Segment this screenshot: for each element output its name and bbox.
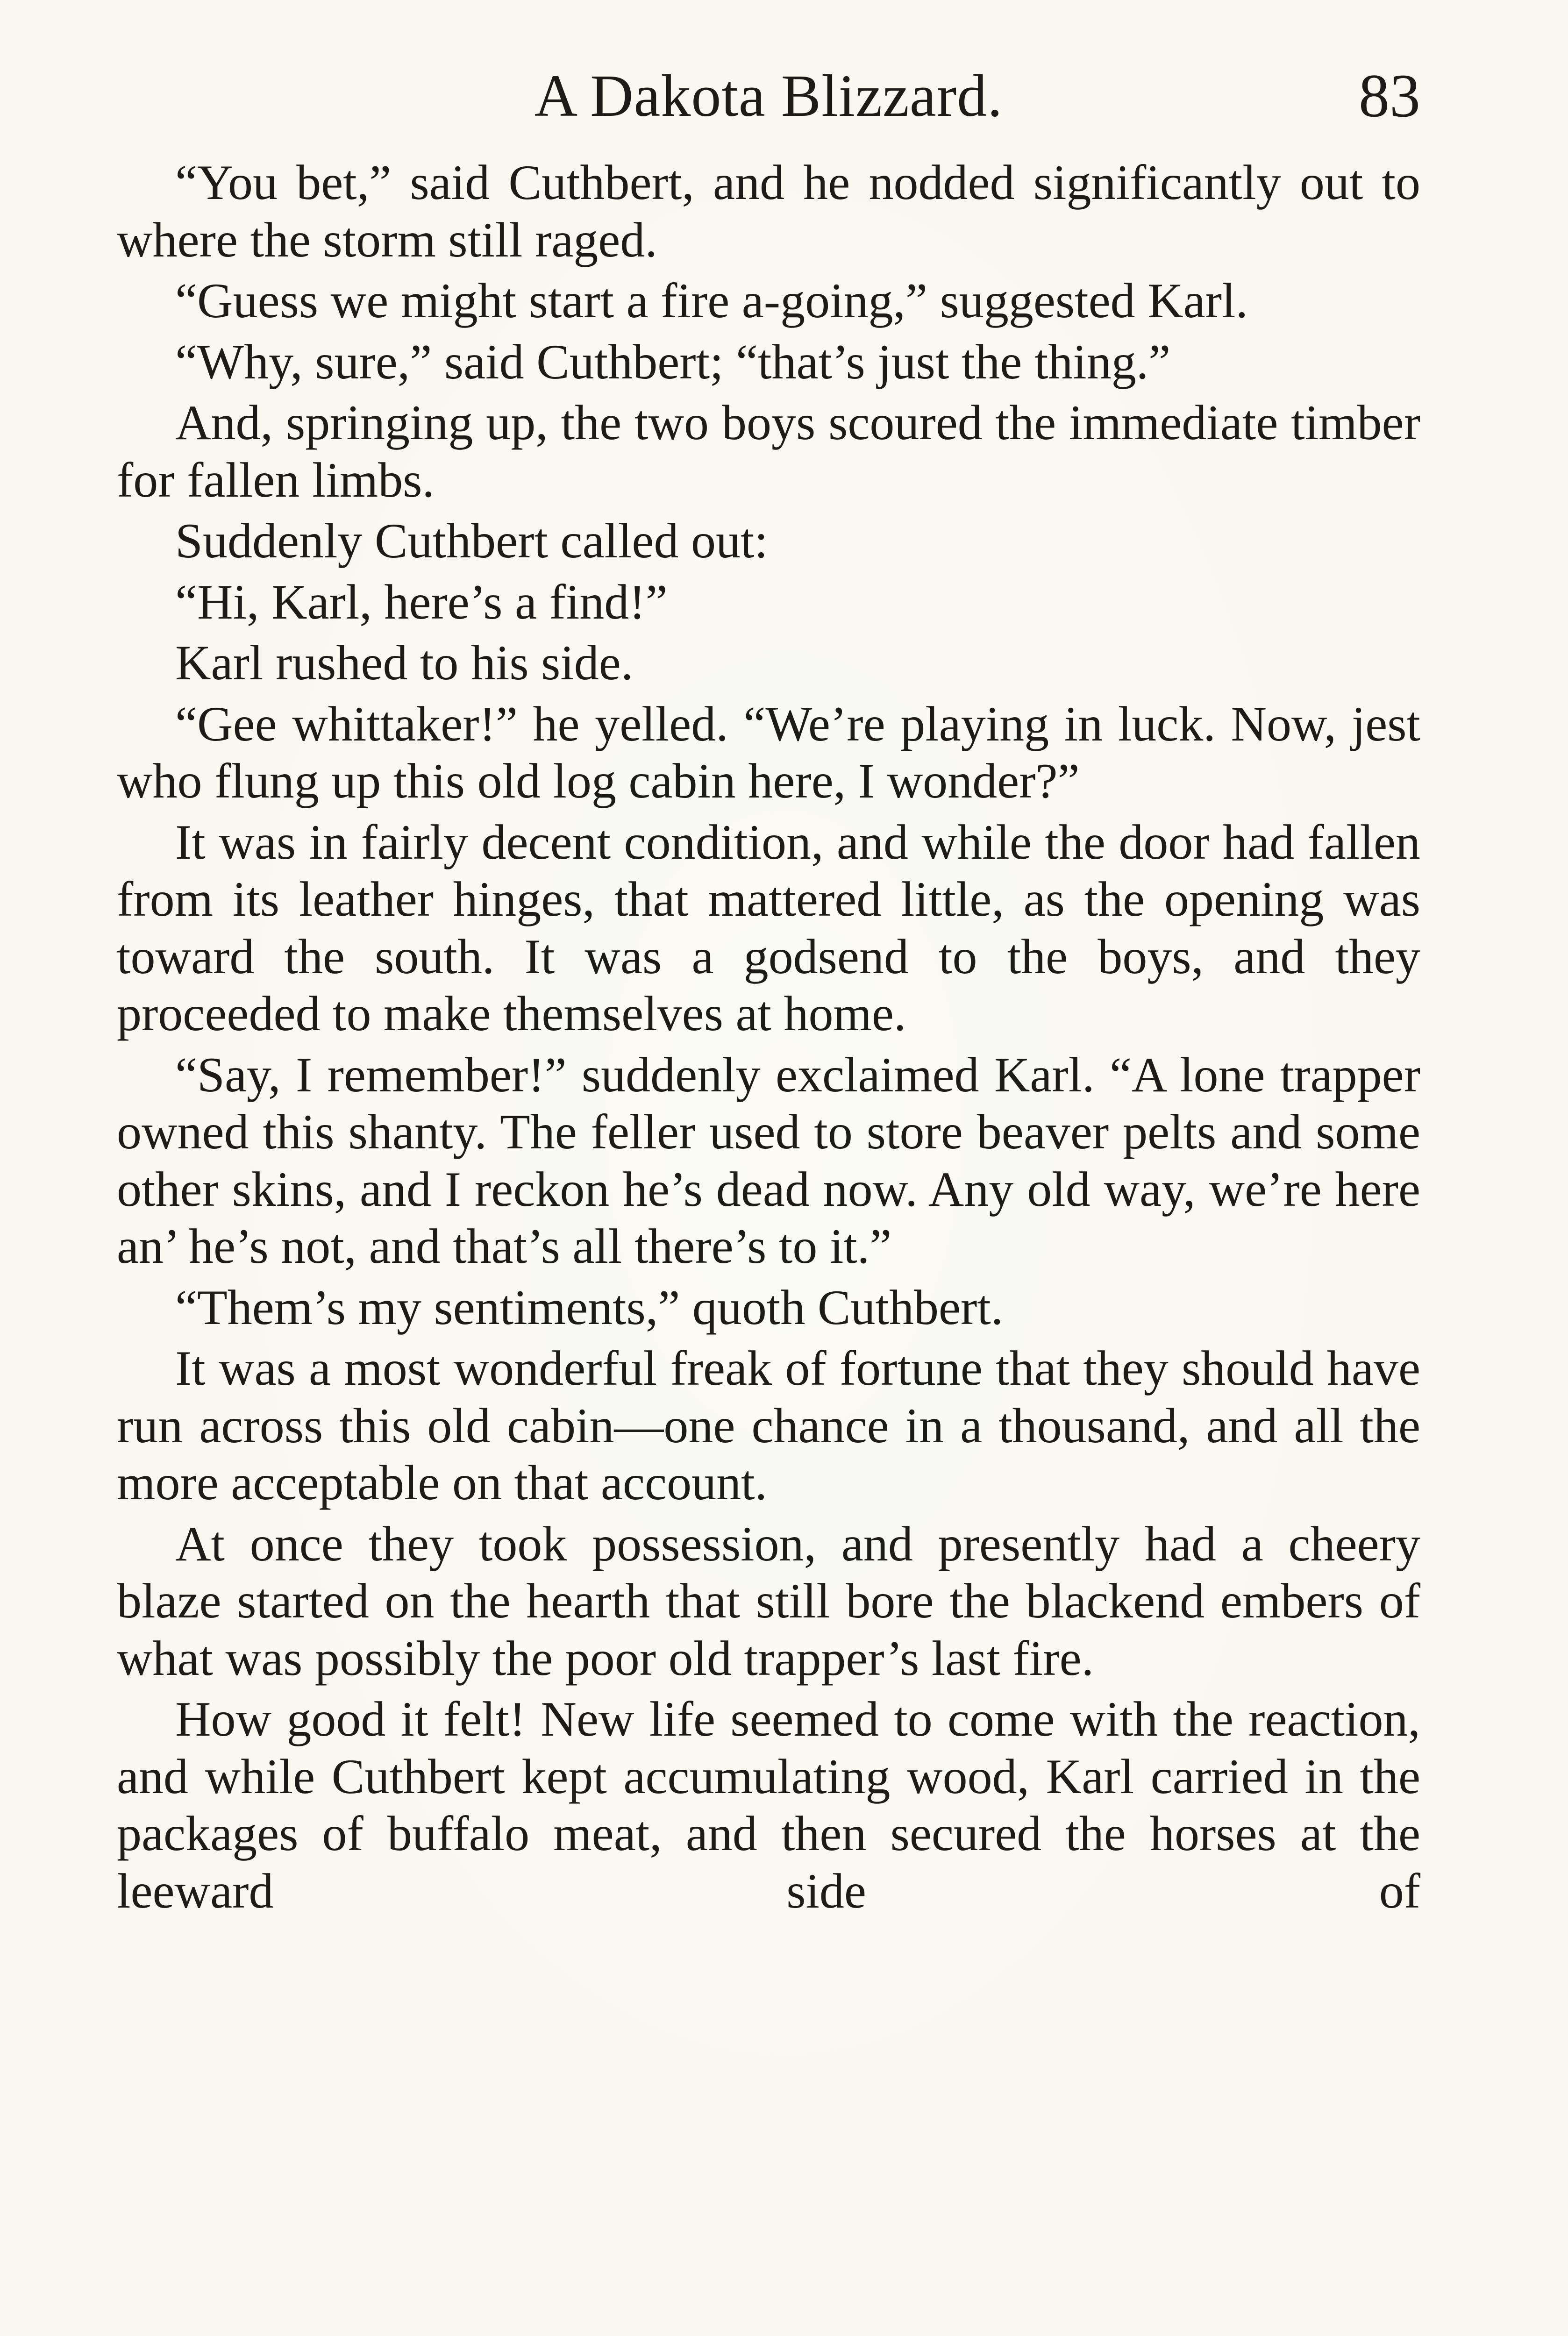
paragraph: “You bet,” said Cuthbert, and he nodded significantly out to where the storm still raged. <box>117 155 1420 267</box>
running-title: A Dakota Blizzard. <box>534 63 1003 129</box>
paragraph: It was a most wonderful freak of fortune that they should have run across this old cabin—one chance in a thousand, and all the more acceptable on that account. <box>117 1341 1420 1510</box>
paragraph: Suddenly Cuthbert called out: <box>175 513 768 568</box>
paragraph: “Gee whittaker!” he yelled. “We’re playing in luck. Now, jest who flung up this old log cabin here, I wonder?” <box>117 696 1420 808</box>
page-number: 83 <box>1359 61 1420 130</box>
paragraph: At once they took possession, and presently had a cheery blaze started on the hearth that still bore the blackend embers of what was possibly the poor old trapper’s last fire. <box>117 1516 1420 1686</box>
paragraph: It was in fairly decent condition, and while the door had fallen from its leather hinges, that mattered little, as the opening was toward the south. It was a godsend to the boys, and they proceeded to make themselves at home. <box>117 814 1420 1041</box>
running-head <box>117 51 1420 140</box>
paragraph: “Hi, Karl, here’s a find!” <box>175 574 668 629</box>
paragraph: “Say, I remember!” suddenly exclaimed Karl. “A lone trapper owned this shanty. The feller used to store beaver pelts and some other skins, and I reckon he’s dead now. Any old way, we’re here an’ he’s not, and that’s all there’s to it.” <box>117 1047 1420 1274</box>
paragraph: “Guess we might start a fire a-going,” suggested Karl. <box>175 273 1248 328</box>
paragraph: How good it felt! New life seemed to come with the reaction, and while Cuthbert kept accumulating wood, Karl carried in the packages of buffalo meat, and then secured the horses at the leeward side of <box>117 1692 1420 1918</box>
body-text <box>117 154 1420 1923</box>
paragraph: “Them’s my sentiments,” quoth Cuthbert. <box>175 1280 1004 1335</box>
paragraph: “Why, sure,” said Cuthbert; “that’s just the thing.” <box>175 334 1171 389</box>
paragraph: Karl rushed to his side. <box>175 635 634 690</box>
paragraph: And, springing up, the two boys scoured the immediate timber for fallen limbs. <box>117 395 1420 507</box>
